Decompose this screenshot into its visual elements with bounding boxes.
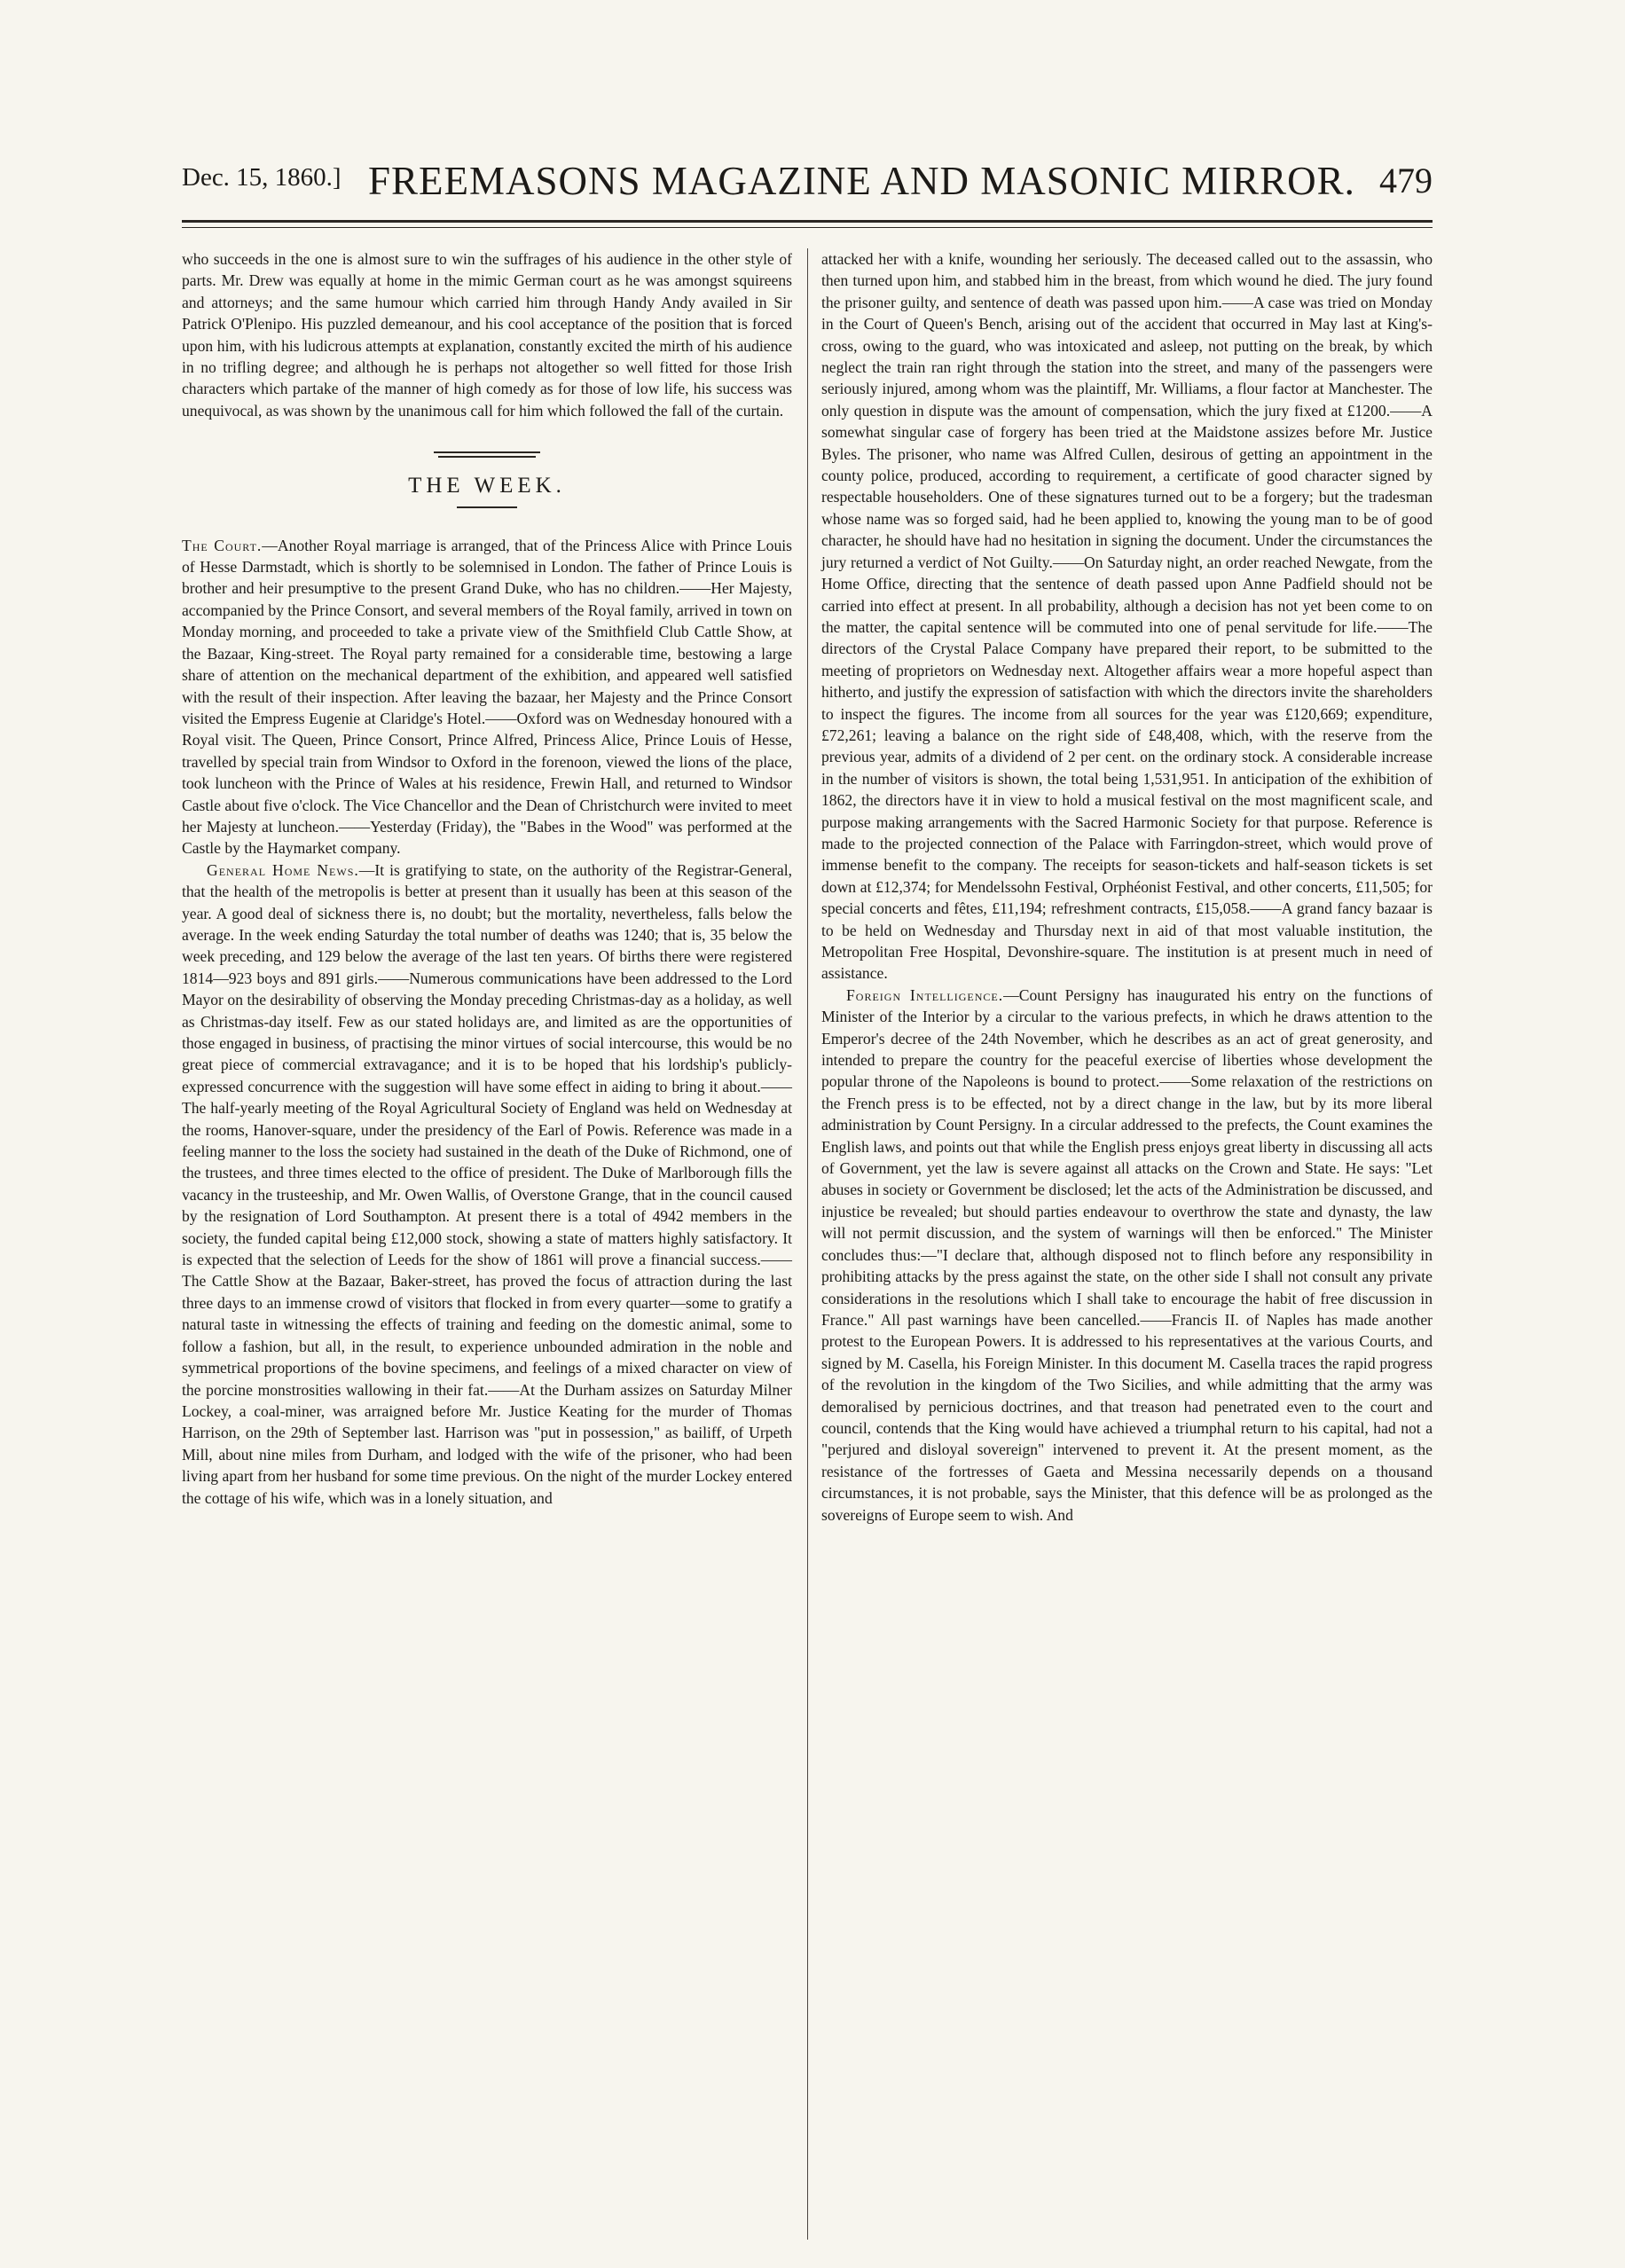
court-paragraph (182, 535, 792, 859)
left-column (182, 248, 792, 1509)
foreign-body: —Count Persigny has inaugurated his entry on the functions of Minister of the Interior by a circular to the various prefects, in which he draws attention to the Emperor's decree of the 24th November, which he describes as an act of great generosity, and intended to prepare the country for the peaceful exercise of liberties whose development the popular throne of the Napoleons is bound to protect.——Some relaxation of the restrictions on the French press is to be effected, not by a direct change in the law, but by its more liberal administration by Count Persigny. In a circular addressed to the prefects, the Count examines the English laws, and points out that while the English press enjoys great liberty in discussing all acts of Government, yet the law is severe against all attacks on the Crown and State. He says: "Let abuses in society or Government be disclosed; let the acts of the Administration be discussed, and injustice be revealed; but should parties endeavour to overthrow the state and dynasty, the law will not permit discussion, and the system of warnings will then be enforced." The Minister concludes thus:—"I declare that, although disposed not to flinch before any responsibility in prohibiting attacks by the press against the state, on the other side I shall not consult any private considerations in the resolutions which I shall take to encourage the habit of free discussion in France." All past warnings have been cancelled.——Francis II. of Naples has made another protest to the European Powers. It is addressed to his representatives at the various Courts, and signed by M. Casella, his Foreign Minister. In this document M. Casella traces the rapid progress of the revolution in the kingdom of the Two Sicilies, and while admitting that the army was demoralised by pernicious doctrines, and that treason had penetrated even to the court and council, contends that the King would have achieved a triumphal return to his capital, had not a "perjured and disloyal sovereign" intervened to prevent it. At the present moment, as the resistance of the fortresses of Gaeta and Messina necessarily depends on a thousand circumstances, it is not probable, says the Minister, that this defence will be as prolonged as the sovereigns of Europe seem to wish. And (821, 985, 1433, 1524)
section-title: THE WEEK. (408, 474, 566, 498)
column-divider (807, 248, 808, 2240)
foreign-paragraph (821, 985, 1433, 1526)
right-column (821, 248, 1433, 1526)
home-news-continuation: attacked her with a knife, wounding her seriously. The deceased called out to the assassin, who then turned upon him, and stabbed him in the breast, from which wound he died. The jury found the prisoner guilty, and sentence of death was passed upon him.——A case was tried on Monday in the Court of Queen's Bench, arising out of the accident that occurred in May last at King's-cross, owing to the guard, who was intoxicated and asleep, not putting on the break, by which neglect the train ran right through the station into the street, and many of the passengers were seriously injured, among whom was the plaintiff, Mr. Williams, a flour factor at Manchester. The only question in dispute was the amount of compensation, which the jury fixed at £1200.——A somewhat singular case of forgery has been tried at the Maidstone assizes before Mr. Justice Byles. The prisoner, who name was Alfred Cullen, desirous of getting an appointment in the county police, produced, according to requirement, a certificate of good character signed by respectable householders. One of these signatures turned out to be a forgery; but the tradesman whose name was so forged said, had he been applied to, knowing the young man to be of good character, he should have had no hesitation in signing the document. Under the circumstances the jury returned a verdict of Not Guilty.——On Saturday night, an order reached Newgate, from the Home Office, directing that the sentence of death passed upon Anne Padfield should not be carried into effect at present. In all probability, although a decision has not yet been come to on the matter, the capital sentence will be commuted into one of penal servitude for life.——The directors of the Crystal Palace Company have prepared their report, to be submitted to the meeting of proprietors on Wednesday next. Altogether affairs wear a more hopeful aspect than hitherto, and justify the expression of satisfaction with which the directors invite the shareholders to inspect the figures. The income from all sources for the year was £120,669; expenditure, £72,261; leaving a balance on the right side of £48,408, which, with the reserve from the previous year, admits of a dividend of 2 per cent. on the ordinary stock. A considerable increase in the number of visitors is shown, the total being 1,531,951. In anticipation of the exhibition of 1862, the directors have it in view to hold a musical festival on the most magnificent scale, and purpose making arrangements with the Sacred Harmonic Society for that purpose. Reference is made to the projected connection of the Palace with Farringdon-street, which would prove of immense benefit to the company. The receipts for season-tickets and half-season tickets is set down at £12,374; for Mendelssohn Festival, Orphéonist Festival, and other concerts, £11,505; for special concerts and fêtes, £11,194; refreshment contracts, £15,058.——A grand fancy bazaar is to be held on Wednesday and Thursday next in aid of that most valuable institution, the Metropolitan Free Hospital, Devonshire-square. The institution is at present much in need of assistance. (821, 250, 1433, 983)
court-heading: The Court. (182, 536, 263, 554)
home-news-body: —It is gratifying to state, on the authority of the Registrar-General, that the health of the metropolis is better at present than it usually has been at this season of the year. A good deal of sickness there is, no doubt; but the mortality, nevertheless, falls below the average. In the week ending Saturday the total number of deaths was 1240; that is, 35 below the week preceding, and 129 below the average of the last ten years. Of births there were registered 1814—923 boys and 891 girls.——Numerous communications have been addressed to the Lord Mayor on the desirability of observing the Monday preceding Christmas-day as a holiday, as well as Christmas-day itself. Few as our stated holidays are, and limited as are the opportunities of those engaged in business, of practising the minor virtues of social intercourse, this would be no great piece of commercial extravagance; and it is to be hoped that his lordship's publicly-expressed concurrence with the suggestion will have some effect in aiding to bring it about.——The half-yearly meeting of the Royal Agricultural Society of England was held on Wednesday at the rooms, Hanover-square, under the presidency of the Earl of Powis. Reference was made in a feeling manner to the loss the society had sustained in the death of the Duke of Richmond, one of the trustees, and three times elected to the office of president. The Duke of Marlborough fills the vacancy in the trusteeship, and Mr. Owen Wallis, of Overstone Grange, that in the council caused by the resignation of Lord Southampton. At present there is a total of 4942 members in the society, the funded capital being £12,000 stock, showing a state of matters highly satisfactory. It is expected that the selection of Leeds for the show of 1861 will prove a financial success.——The Cattle Show at the Bazaar, Baker-street, has proved the focus of attraction during the last three days to an immense crowd of visitors that flocked in from every quarter—some to gratify a natural taste in witnessing the effects of training and feeding on the domestic animal, some to follow a fashion, but all, in the result, to experience unbounded admiration in the noble and symmetrical proportions of the bovine specimens, and feelings of a mixed character on view of the porcine monstrosities wallowing in their fat.——At the Durham assizes on Saturday Milner Lockey, a coal-miner, was arraigned before Mr. Justice Keating for the murder of Thomas Harrison, on the 29th of September last. Harrison was "put in possession," as bailiff, of Urpeth Mill, about nine miles from Durham, and lodged with the wife of the prisoner, who had been living apart from her husband for some time previous. On the night of the murder Lockey entered the cottage of his wife, which was in a lonely situation, and (182, 860, 792, 1507)
title-underline (457, 506, 517, 508)
magazine-title: FREEMASONS MAGAZINE AND MASONIC MIRROR. (368, 159, 1355, 203)
header-rule-thick (182, 220, 1433, 223)
section-divider (182, 451, 792, 458)
page-number: 479 (1379, 161, 1433, 200)
running-header (182, 158, 1433, 211)
issue-date: Dec. 15, 1860.] (182, 163, 341, 192)
theatre-review-continuation: who succeeds in the one is almost sure to win the suffrages of his audience in the other style of parts. Mr. Drew was equally at home in the mimic German court as he was amongst squireens and attorneys; and the same humour which carried him through Handy Andy availed in Sir Patrick O'Plenipo. His puzzled demeanour, and his cool acceptance of the position that is forced upon him, with his ludicrous attempts at explanation, constantly excited the mirth of his audience in no trifling degree; and although he is perhaps not altogether so well fitted for those Irish characters which partake of the manner of high comedy as for those of low life, his success was unequivocal, as was shown by the unanimous call for him which followed the fall of the curtain. (182, 250, 792, 420)
header-rule-thin (182, 227, 1433, 228)
home-news-paragraph (182, 859, 792, 1509)
home-news-heading: General Home News. (207, 860, 359, 879)
court-body: —Another Royal marriage is arranged, that of the Princess Alice with Prince Louis of Hesse Darmstadt, which is shortly to be solemnised in London. The father of Prince Louis is brother and heir presumptive to the present Grand Duke, who has no children.——Her Majesty, accompanied by the Prince Consort, and several members of the Royal family, arrived in town on Monday morning, and proceeded to take a private view of the Smithfield Club Cattle Show, at the Bazaar, King-street. The Royal party remained for a considerable time, bestowing a large share of attention on the mechanical department of the exhibition, and appeared well satisfied with the result of their inspection. After leaving the bazaar, her Majesty and the Prince Consort visited the Empress Eugenie at Claridge's Hotel.——Oxford was on Wednesday honoured with a Royal visit. The Queen, Prince Consort, Prince Alfred, Princess Alice, Prince Louis of Hesse, travelled by special train from Windsor to Oxford in the forenoon, viewed the lions of the place, took luncheon with the Prince of Wales at his residence, Frewin Hall, and returned to Windsor Castle about five o'clock. The Vice Chancellor and the Dean of Christchurch were invited to meet her Majesty at luncheon.——Yesterday (Friday), the "Babes in the Wood" was performed at the Castle by the Haymarket company. (182, 536, 792, 858)
foreign-heading: Foreign Intelligence. (846, 985, 1004, 1004)
